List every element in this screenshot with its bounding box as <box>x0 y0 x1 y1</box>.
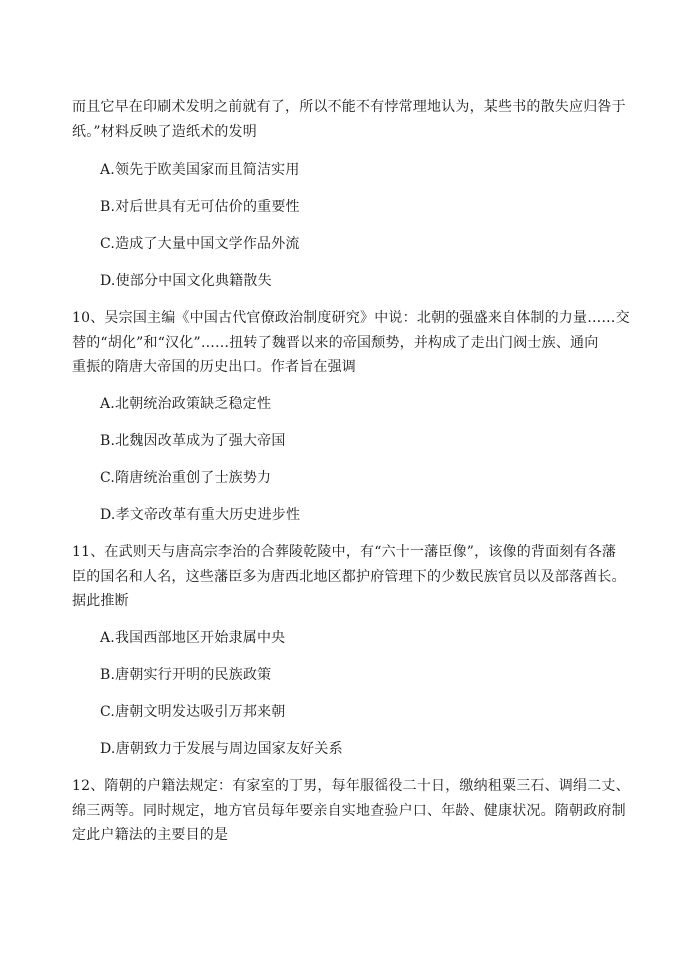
q10-stem-line-3: 重振的隋唐大帝国的历史出口。作者旨在强调 <box>72 359 356 375</box>
q9-option-d: D.使部分中国文化典籍散失 <box>100 273 272 289</box>
q10-stem-line-1: 10、吴宗国主编《中国古代官僚政治制度研究》中说：北朝的强盛来自体制的力量……交 <box>72 310 630 326</box>
q11-stem-line-1: 11、在武则天与唐高宗李治的合葬陵乾陵中，有“六十一藩臣像”，该像的背面刻有各藩 <box>72 544 617 560</box>
q10-stem-line-2: 替的“胡化”和“汉化”……扭转了魏晋以来的帝国颓势，并构成了走出门阀士族、通向 <box>72 335 599 351</box>
q9-option-b: B.对后世具有无可估价的重要性 <box>100 199 300 215</box>
q11-stem-line-2: 臣的国名和人名，这些藩臣多为唐西北地区都护府管理下的少数民族官员以及部落酋长。 <box>72 569 626 585</box>
q10-option-a: A.北朝统治政策缺乏稳定性 <box>100 396 272 412</box>
q9-stem-line-2: 纸。”材料反映了造纸术的发明 <box>72 124 257 140</box>
q9-option-a: A.领先于欧美国家而且简洁实用 <box>100 162 300 178</box>
q10-option-c: C.隋唐统治重创了士族势力 <box>100 470 272 486</box>
q12-stem-line-2: 绵三两等。同时规定，地方官员每年要亲自实地查验户口、年龄、健康状况。隋朝政府制 <box>72 803 626 819</box>
q11-option-c: C.唐朝文明发达吸引万邦来朝 <box>100 704 286 720</box>
q10-option-d: D.孝文帝改革有重大历史进步性 <box>100 507 301 523</box>
q9-stem-line-1: 而且它早在印刷术发明之前就有了，所以不能不有悖常理地认为，某些书的散失应归咎于 <box>72 99 626 115</box>
q11-option-b: B.唐朝实行开明的民族政策 <box>100 667 272 683</box>
q11-option-d: D.唐朝致力于发展与周边国家友好关系 <box>100 741 343 757</box>
q12-stem-line-3: 定此户籍法的主要目的是 <box>72 827 229 843</box>
q11-stem-line-3: 据此推断 <box>72 593 129 609</box>
q12-stem-line-1: 12、隋朝的户籍法规定：有家室的丁男，每年服徭役二十日，缴纳租粟三石、调绢二丈、 <box>72 778 630 794</box>
q11-option-a: A.我国西部地区开始隶属中央 <box>100 630 286 646</box>
q9-option-c: C.造成了大量中国文学作品外流 <box>100 236 300 252</box>
q10-option-b: B.北魏因改革成为了强大帝国 <box>100 433 286 449</box>
